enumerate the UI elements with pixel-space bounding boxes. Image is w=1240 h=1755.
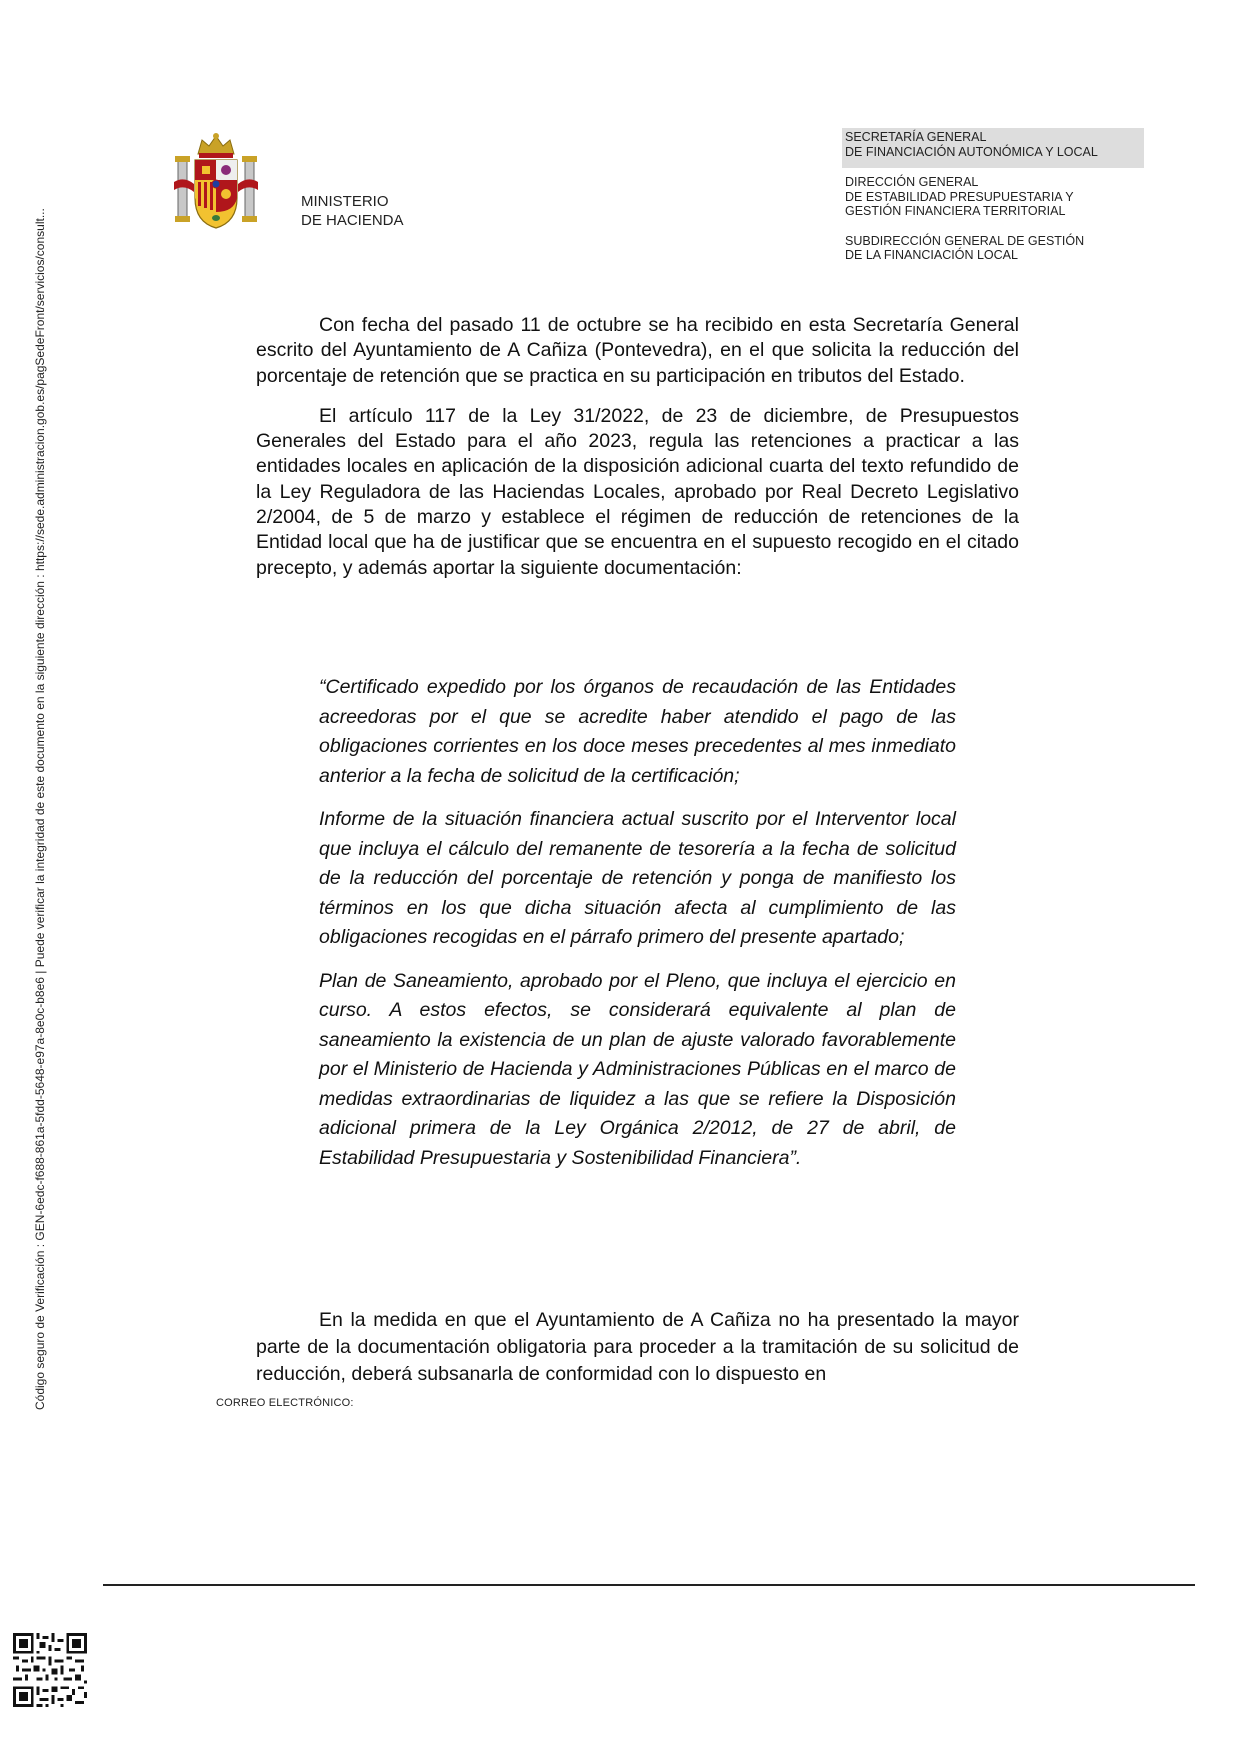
verification-side-text: Código seguro de Verificación : GEN-6edc-f688-861a-5fdd-5648-e97a-8e0c-b8e6 | Puede verificar la integridad de este documento en la siguiente dirección : https://sede.administracion.gob.es/pagSedeFront/servicios/consult... (33, 208, 47, 1410)
closing-text (256, 1307, 1019, 1388)
unit-line: DIRECCIÓN GENERAL (845, 175, 979, 189)
organizational-units (842, 128, 1144, 265)
unit-line: SUBDIRECCIÓN GENERAL DE GESTIÓN (845, 233, 1085, 248)
unit-direccion (842, 173, 1144, 221)
quote-paragraph: “Certificado expedido por los órganos de recaudación de las Entidades acreedoras por el que se acredite haber atendido el pago de las obligaciones corrientes en los doce meses precedentes al mes inmediato anterior a la fecha de solicitud de la certificación; (319, 676, 956, 787)
unit-subdireccion (842, 232, 1144, 265)
unit-secretaria (842, 128, 1144, 168)
legal-quote (319, 673, 956, 1187)
ministry-line-2: DE HACIENDA (301, 212, 404, 229)
email-label: CORREO ELECTRÓNICO: (216, 1397, 354, 1409)
unit-line: DE ESTABILIDAD PRESUPUESTARIA Y (845, 189, 1074, 204)
ministry-line-1: MINISTERIO (301, 193, 389, 210)
quote-paragraph: Plan de Saneamiento, aprobado por el Pleno, que incluya el ejercicio en curso. A estos efectos, se considerará equivalente al plan de saneamiento la existencia de un plan de ajuste valorado favorablemente por el Ministerio de Hacienda y Administraciones Públicas en el marco de medidas extraordinarias de liquidez a las que se refiere la Disposición adicional primera de la Ley Orgánica 2/2012, de 27 de abril, de Estabilidad Presupuestaria y Sostenibilidad Financiera”. (319, 969, 956, 1169)
closing-paragraph: En la medida en que el Ayuntamiento de A Cañiza no ha presentado la mayor parte de la documentación obligatoria para proceder a la tramitación de su solicitud de reducción, deberá subsanarla de conformidad con lo dispuesto en (256, 1309, 1019, 1385)
ministry-name (301, 192, 404, 230)
spain-coat-of-arms-icon (172, 132, 260, 232)
unit-line: SECRETARÍA GENERAL (845, 130, 987, 144)
quote-paragraph: Informe de la situación financiera actual suscrito por el Interventor local que incluya el cálculo del remanente de tesorería a la fecha de solicitud de la reducción del porcentaje de retención y ponga de manifiesto los términos en los que dicha situación afecta al cumplimiento de las obligaciones recogidas en el párrafo primero del presente apartado; (319, 808, 956, 948)
body-text (256, 313, 1019, 596)
unit-line: GESTIÓN FINANCIERA TERRITORIAL (845, 204, 1066, 218)
body-paragraph: El artículo 117 de la Ley 31/2022, de 23 de diciembre, de Presupuestos Generales del Estado para el año 2023, regula las retenciones a practicar a las entidades locales en aplicación de la disposición adicional cuarta del texto refundido de la Ley Reguladora de las Haciendas Locales, aprobado por Real Decreto Legislativo 2/2004, de 5 de marzo y establece el régimen de reducción de retenciones de la Entidad local que ha de justificar que se encuentra en el supuesto recogido en el citado precepto, y además aportar la siguiente documentación: (256, 404, 1019, 579)
unit-line: DE FINANCIACIÓN AUTONÓMICA Y LOCAL (845, 144, 1098, 159)
qr-code-icon (13, 1633, 87, 1707)
footer-divider (103, 1584, 1195, 1586)
unit-line: DE LA FINANCIACIÓN LOCAL (845, 248, 1018, 262)
body-paragraph: Con fecha del pasado 11 de octubre se ha recibido en esta Secretaría General escrito del Ayuntamiento de A Cañiza (Pontevedra), en el que solicita la reducción del porcentaje de retención que se practica en su participación en tributos del Estado. (256, 314, 1019, 387)
